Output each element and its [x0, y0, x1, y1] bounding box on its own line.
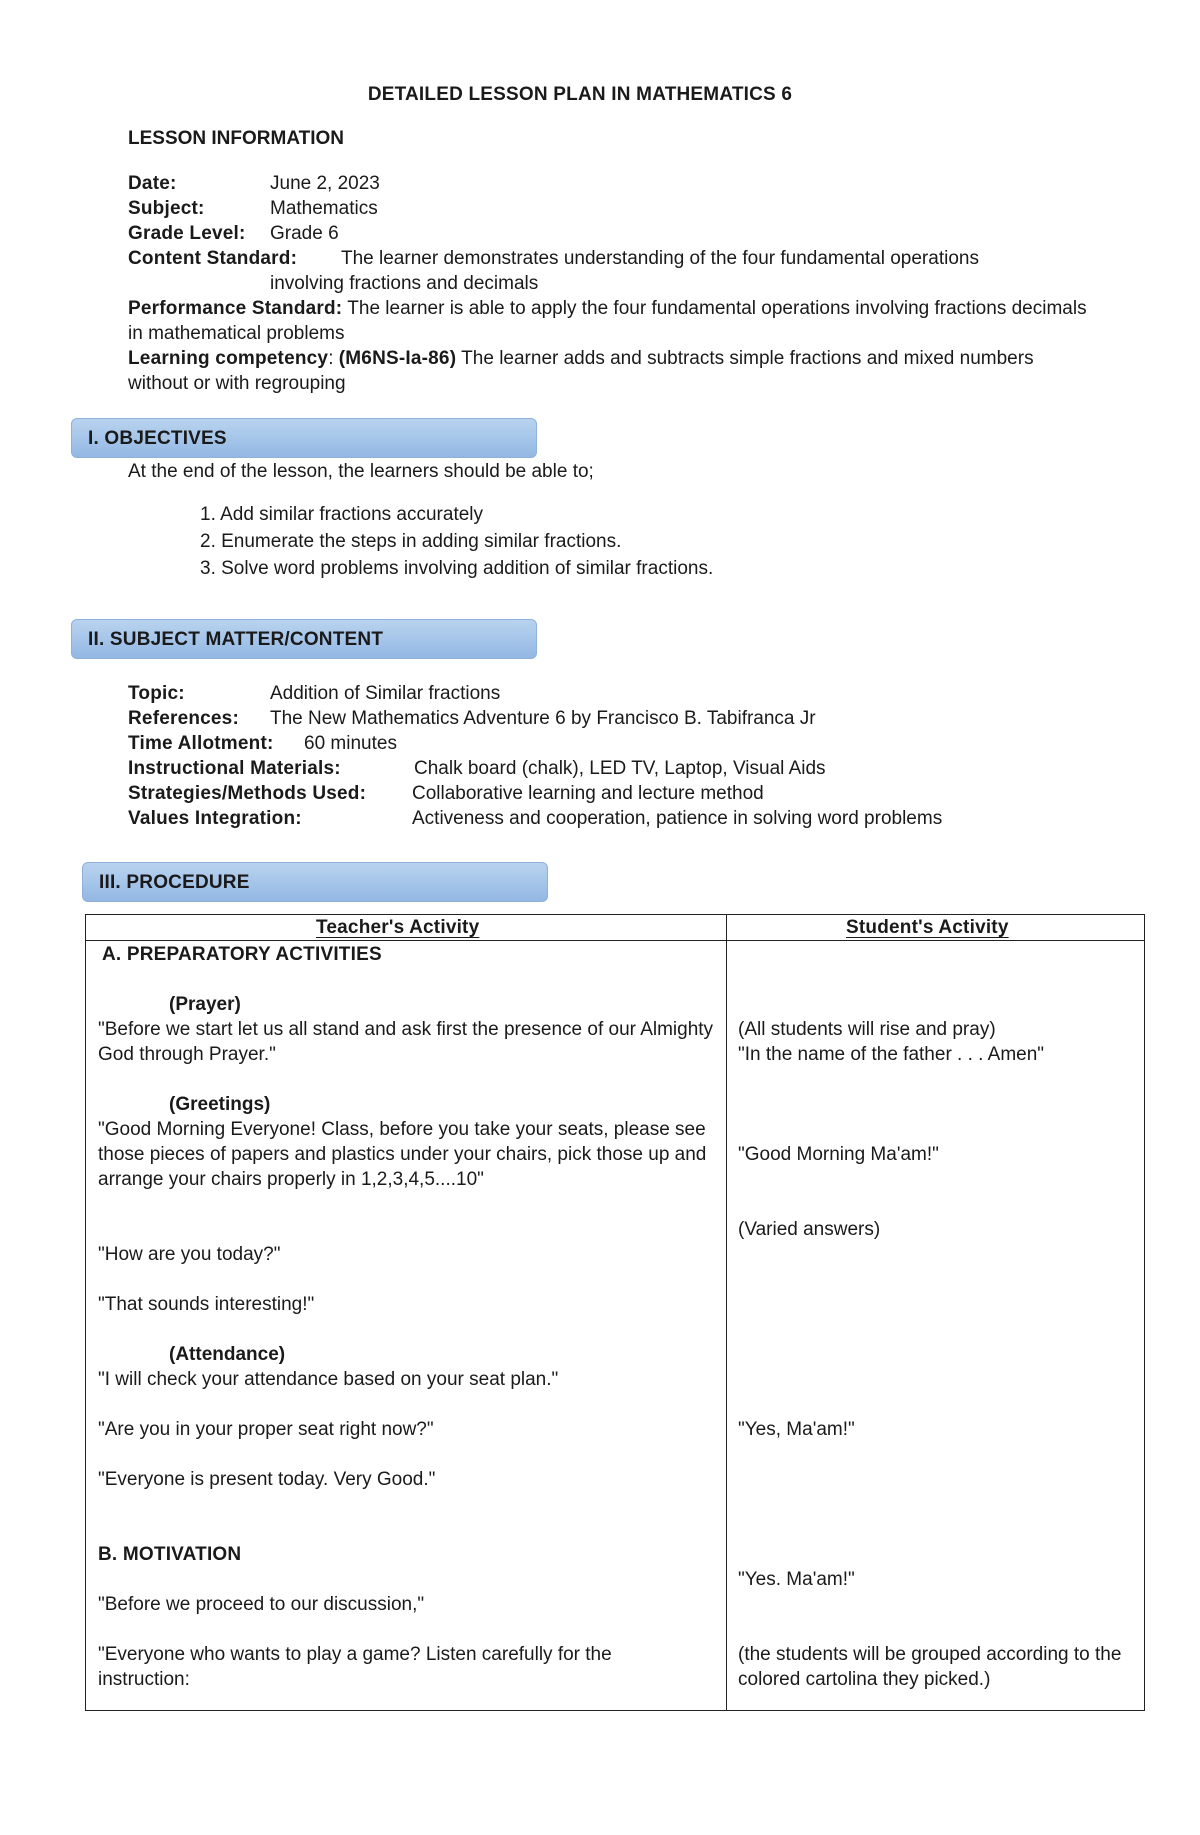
teacher-activity-header: Teacher's Activity [316, 917, 480, 938]
how-are-you-text: "How are you today?" [98, 1244, 281, 1265]
objectives-intro: At the end of the lesson, the learners should be able to; [128, 461, 594, 482]
references-value: The New Mathematics Adventure 6 by Francisco B. Tabifranca Jr [270, 708, 816, 729]
competency-code: (M6NS-Ia-86) [338, 348, 457, 369]
preparatory-activities-heading: A. PREPARATORY ACTIVITIES [102, 944, 382, 965]
learning-competency: Learning competency: (M6NS-Ia-86) The learner adds and subtracts simple fractions and mixed numbers without or with regrouping [128, 348, 1034, 394]
game-text: "Everyone who wants to play a game? Listen carefully for the instruction: [98, 1644, 612, 1690]
header-rule [86, 940, 1144, 941]
competency-text: The learner adds and subtracts simple fractions and mixed numbers without or with regrouping [128, 348, 1034, 394]
prayer-teacher-text: "Before we start let us all stand and ask first the presence of our Almighty God through Prayer." [98, 1019, 714, 1065]
greetings-teacher-text: "Good Morning Everyone! Class, before you take your seats, please see those pieces of papers and plastics under your chairs, pick those up and arrange your chairs properly in 1,2,3,4,5....10" [98, 1119, 707, 1190]
grade-row [128, 221, 1088, 246]
competency-label: Learning competency [128, 348, 329, 369]
preparatory-heading [102, 942, 382, 967]
procedure-heading: III. PROCEDURE [99, 872, 250, 893]
date-label: Date: [128, 173, 177, 194]
subject-label: Subject: [128, 198, 205, 219]
topic-label: Topic: [128, 683, 185, 704]
proceed-text: "Before we proceed to our discussion," [98, 1594, 425, 1615]
lesson-info-block [128, 171, 1088, 396]
time-value: 60 minutes [304, 733, 397, 754]
objective-item: 1. Add similar fractions accurately [200, 504, 484, 525]
prayer-student-2: "In the name of the father . . . Amen" [738, 1044, 1045, 1065]
objectives-list [200, 504, 713, 585]
performance-standard-text: The learner is able to apply the four fundamental operations involving fractions decimals in mathematical problems [128, 298, 1087, 344]
proper-seat-answer: "Yes, Ma'am!" [738, 1419, 855, 1440]
subject-value: Mathematics [270, 198, 378, 219]
strategies-row [128, 781, 1088, 806]
grade-value: Grade 6 [270, 223, 339, 244]
values-label: Values Integration: [128, 808, 302, 829]
strategies-value: Collaborative learning and lecture method [412, 783, 764, 804]
everyone-present-text: "Everyone is present today. Very Good." [98, 1469, 436, 1490]
time-row [128, 731, 1088, 756]
time-label: Time Allotment: [128, 733, 274, 754]
prayer-label: (Prayer) [169, 994, 241, 1015]
content-standard-row [128, 246, 1088, 271]
materials-value: Chalk board (chalk), LED TV, Laptop, Visual Aids [414, 758, 826, 779]
attendance-block [98, 1342, 718, 1392]
objective-item: 3. Solve word problems involving addition of similar fractions. [200, 558, 714, 579]
attendance-teacher-text: "I will check your attendance based on your seat plan." [98, 1369, 559, 1390]
performance-standard-label: Performance Standard: [128, 298, 343, 319]
procedure-table [85, 914, 1145, 1711]
prayer-student-1: (All students will rise and pray) [738, 1019, 996, 1040]
procedure-band [82, 862, 548, 902]
varied-answers-text: (Varied answers) [738, 1219, 881, 1240]
topic-row [128, 681, 1088, 706]
greetings-block [98, 1092, 718, 1192]
interesting-text: "That sounds interesting!" [98, 1294, 315, 1315]
grade-label: Grade Level: [128, 223, 246, 244]
subject-row [128, 196, 1088, 221]
subject-matter-block [128, 681, 1088, 831]
date-row [128, 171, 1088, 196]
references-row [128, 706, 1088, 731]
proper-seat-text: "Are you in your proper seat right now?" [98, 1419, 434, 1440]
motivation-heading-cell [98, 1542, 718, 1567]
attendance-label: (Attendance) [169, 1344, 286, 1365]
values-row [128, 806, 1088, 831]
subject-matter-heading: II. SUBJECT MATTER/CONTENT [88, 629, 384, 650]
topic-value: Addition of Similar fractions [270, 683, 501, 704]
strategies-label: Strategies/Methods Used: [128, 783, 367, 804]
student-activity-header: Student's Activity [846, 917, 1009, 938]
motivation-heading: B. MOTIVATION [98, 1544, 242, 1565]
subject-matter-band [71, 619, 537, 659]
materials-row [128, 756, 1088, 781]
date-value: June 2, 2023 [270, 173, 380, 194]
references-label: References: [128, 708, 239, 729]
prayer-block [98, 992, 718, 1067]
objectives-heading: I. OBJECTIVES [88, 428, 227, 449]
performance-standard [128, 296, 1088, 346]
objectives-band [71, 418, 537, 458]
document-title: DETAILED LESSON PLAN IN MATHEMATICS 6 [367, 84, 793, 105]
prayer-student-block [738, 1017, 1138, 1067]
content-standard-line1: The learner demonstrates understanding of the four fundamental operations [341, 248, 979, 269]
content-standard-line2: involving fractions and decimals [270, 273, 539, 294]
column-divider [726, 915, 727, 1710]
objective-item: 2. Enumerate the steps in adding similar fractions. [200, 531, 622, 552]
lesson-info-heading: LESSON INFORMATION [128, 128, 345, 149]
materials-label: Instructional Materials: [128, 758, 341, 779]
content-standard-label: Content Standard: [128, 248, 298, 269]
motivation-answer: "Yes. Ma'am!" [738, 1569, 855, 1590]
greetings-label: (Greetings) [169, 1094, 271, 1115]
greetings-student-text: "Good Morning Ma'am!" [738, 1144, 939, 1165]
content-standard-row-2 [128, 271, 1088, 296]
values-value: Activeness and cooperation, patience in solving word problems [412, 808, 943, 829]
grouped-text: (the students will be grouped according to the colored cartolina they picked.) [738, 1644, 1122, 1690]
